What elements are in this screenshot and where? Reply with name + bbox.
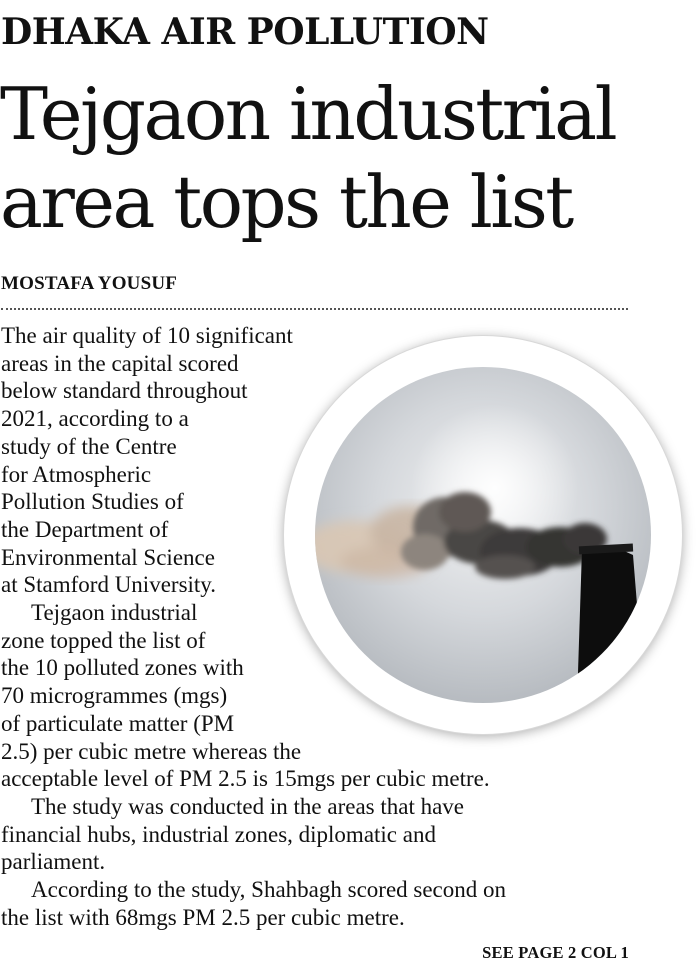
article-line: zone topped the list of xyxy=(1,627,206,653)
article-line: the 10 polluted zones with xyxy=(1,655,244,681)
article-line: parliament. xyxy=(1,849,106,875)
article-line: study of the Centre xyxy=(1,433,177,459)
article-line: the Department of xyxy=(1,516,169,542)
headline-line: area tops the list xyxy=(0,160,572,244)
headline xyxy=(0,70,615,246)
article-line: 2.5) per cubic metre whereas the xyxy=(1,738,302,764)
article-line: below standard throughout xyxy=(1,378,248,404)
kicker: DHAKA AIR POLLUTION xyxy=(1,11,489,53)
dotted-divider xyxy=(1,308,628,310)
article-line: The air quality of 10 significant xyxy=(1,323,293,348)
article-line: areas in the capital scored xyxy=(1,350,239,376)
article-line: According to the study, Shahbagh scored second on xyxy=(31,877,507,903)
article-line: Environmental Science xyxy=(1,544,215,570)
article-line: Pollution Studies of xyxy=(1,489,184,515)
article-line: the list with 68mgs PM 2.5 per cubic metre. xyxy=(1,904,405,930)
article-line: acceptable level of PM 2.5 is 15mgs per cubic metre. xyxy=(1,766,490,792)
article-body xyxy=(1,322,631,931)
continued-jump-line: SEE PAGE 2 COL 1 xyxy=(482,943,629,962)
article-line: 70 microgrammes (mgs) xyxy=(1,683,228,709)
article-line: financial hubs, industrial zones, diplomatic and xyxy=(1,821,436,847)
article-line: for Atmospheric xyxy=(1,461,152,487)
headline-line: Tejgaon industrial xyxy=(0,72,616,156)
article-line: of particulate matter (PM xyxy=(1,710,235,736)
article-line: 2021, according to a xyxy=(1,406,189,432)
byline: MOSTAFA YOUSUF xyxy=(1,273,178,294)
article-line: The study was conducted in the areas that have xyxy=(31,793,465,819)
article-line: at Stamford University. xyxy=(1,572,217,598)
article-line: Tejgaon industrial xyxy=(31,600,198,626)
